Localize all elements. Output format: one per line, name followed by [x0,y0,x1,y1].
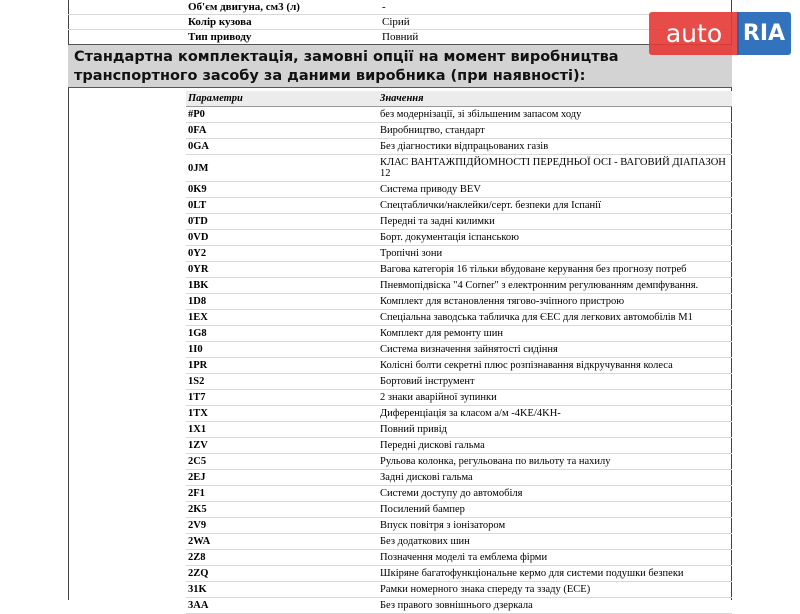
header-parameters: Параметри [186,91,378,107]
spec-code: 1EX [186,310,378,326]
spec-code: 1G8 [186,326,378,342]
spec-value: Передні дискові гальма [378,438,732,454]
spec-row [186,139,732,155]
spec-value: Рульова колонка, регульована по вильоту та нахилу [378,454,732,470]
spec-value: Задні дискові гальма [378,470,732,486]
spec-row [186,374,732,390]
spec-row [186,438,732,454]
spec-row [186,342,732,358]
spec-value: Позначення моделі та емблема фірми [378,550,732,566]
spec-value: Комплект для встановлення тягово-зчіпного пристрою [378,294,732,310]
spec-value: Впуск повітря з іонізатором [378,518,732,534]
spec-value: Шкіряне багатофункціональне кермо для системи подушки безпеки [378,566,732,582]
spec-code: 0JM [186,155,378,182]
autoria-watermark [649,12,791,55]
spec-row [186,454,732,470]
spec-value: 2 знаки аварійної зупинки [378,390,732,406]
spec-value: Повний привід [378,422,732,438]
spec-row [186,310,732,326]
spec-row [186,230,732,246]
spec-code: 1TX [186,406,378,422]
spec-row [186,550,732,566]
spec-value: Системи доступу до автомобіля [378,486,732,502]
spec-row [186,486,732,502]
spec-code: 31K [186,582,378,598]
spec-row [186,246,732,262]
spec-row [186,123,732,139]
info-label: Колір кузова [68,15,378,30]
spec-row [186,566,732,582]
spec-value: КЛАС ВАНТАЖПІДЙОМНОСТІ ПЕРЕДНЬОЇ ОСІ - ВАГОВИЙ ДІАПАЗОН 12 [378,155,732,182]
spec-row [186,358,732,374]
spec-row [186,470,732,486]
info-row [68,15,732,30]
spec-code: 2K5 [186,502,378,518]
spec-code: 1BK [186,278,378,294]
spec-value: Пневмопідвіска "4 Corner" з електронним регулюванням демпфування. [378,278,732,294]
spec-value: Спецтаблички/наклейки/серт. безпеки для Іспанії [378,198,732,214]
spec-code: 0Y2 [186,246,378,262]
spec-value: Диференціація за класом а/м -4KE/4KH- [378,406,732,422]
spec-code: 0K9 [186,182,378,198]
spec-code: 1D8 [186,294,378,310]
spec-code: 2Z8 [186,550,378,566]
spec-row [186,502,732,518]
spec-code: 2EJ [186,470,378,486]
spec-code: 1I0 [186,342,378,358]
spec-value: Борт. документація іспанською [378,230,732,246]
spec-code: 3AA [186,598,378,614]
spec-row [186,294,732,310]
spec-code: 1PR [186,358,378,374]
spec-code: 0TD [186,214,378,230]
spec-code: 2C5 [186,454,378,470]
spec-value: Тропічні зони [378,246,732,262]
info-value: - [378,0,732,15]
info-row [68,0,732,15]
spec-value: Передні та задні килимки [378,214,732,230]
spec-body [186,107,732,614]
spec-row [186,422,732,438]
header-values: Значення [378,91,732,107]
info-label: Тип приводу [68,30,378,45]
spec-code: 0LT [186,198,378,214]
spec-value: без модернізації, зі збільшеним запасом ходу [378,107,732,123]
spec-header-row [186,91,732,107]
watermark-ria: RIA [737,12,791,55]
info-label: Об'єм двигуна, см3 (л) [68,0,378,15]
spec-code: 2WA [186,534,378,550]
spec-row [186,518,732,534]
spec-row [186,278,732,294]
spec-code: 1T7 [186,390,378,406]
spec-row [186,390,732,406]
spec-code: 0FA [186,123,378,139]
spec-code: 2ZQ [186,566,378,582]
spec-value: Рамки номерного знака спереду та ззаду (ЕСЕ) [378,582,732,598]
vehicle-info-table [68,0,732,45]
spec-row [186,155,732,182]
spec-value: Виробництво, стандарт [378,123,732,139]
spec-code: 2V9 [186,518,378,534]
spec-value: Комплект для ремонту шин [378,326,732,342]
section-title: Стандартна комплектація, замовні опції на момент виробництва транспортного засобу за даними виробника (при наявності): [68,44,732,88]
spec-value: Без діагностики відпрацьованих газів [378,139,732,155]
spec-row [186,534,732,550]
info-value: Повний [378,30,732,45]
spec-row [186,198,732,214]
spec-row [186,406,732,422]
spec-row [186,214,732,230]
spec-row [186,107,732,123]
spec-value: Без додаткових шин [378,534,732,550]
spec-row [186,326,732,342]
watermark-auto: auto [649,12,739,55]
info-value: Сірий [378,15,732,30]
spec-value: Спеціальна заводська табличка для ЄЕС для легкових автомобілів М1 [378,310,732,326]
spec-code: 0GA [186,139,378,155]
spec-code: 1ZV [186,438,378,454]
spec-row [186,182,732,198]
spec-value: Колісні болти секретні плюс розпізнавання відкручування колеса [378,358,732,374]
spec-code: 1X1 [186,422,378,438]
spec-value: Посилений бампер [378,502,732,518]
spec-code: 0VD [186,230,378,246]
spec-value: Бортовий інструмент [378,374,732,390]
spec-value: Вагова категорія 16 тільки вбудоване керування без прогнозу потреб [378,262,732,278]
spec-value: Без правого зовнішнього дзеркала [378,598,732,614]
spec-row [186,262,732,278]
info-row [68,30,732,45]
spec-code: 2F1 [186,486,378,502]
spec-value: Система приводу BEV [378,182,732,198]
spec-table [186,91,732,614]
spec-code: #P0 [186,107,378,123]
spec-row [186,582,732,598]
spec-code: 0YR [186,262,378,278]
spec-value: Система визначення зайнятості сидіння [378,342,732,358]
spec-code: 1S2 [186,374,378,390]
